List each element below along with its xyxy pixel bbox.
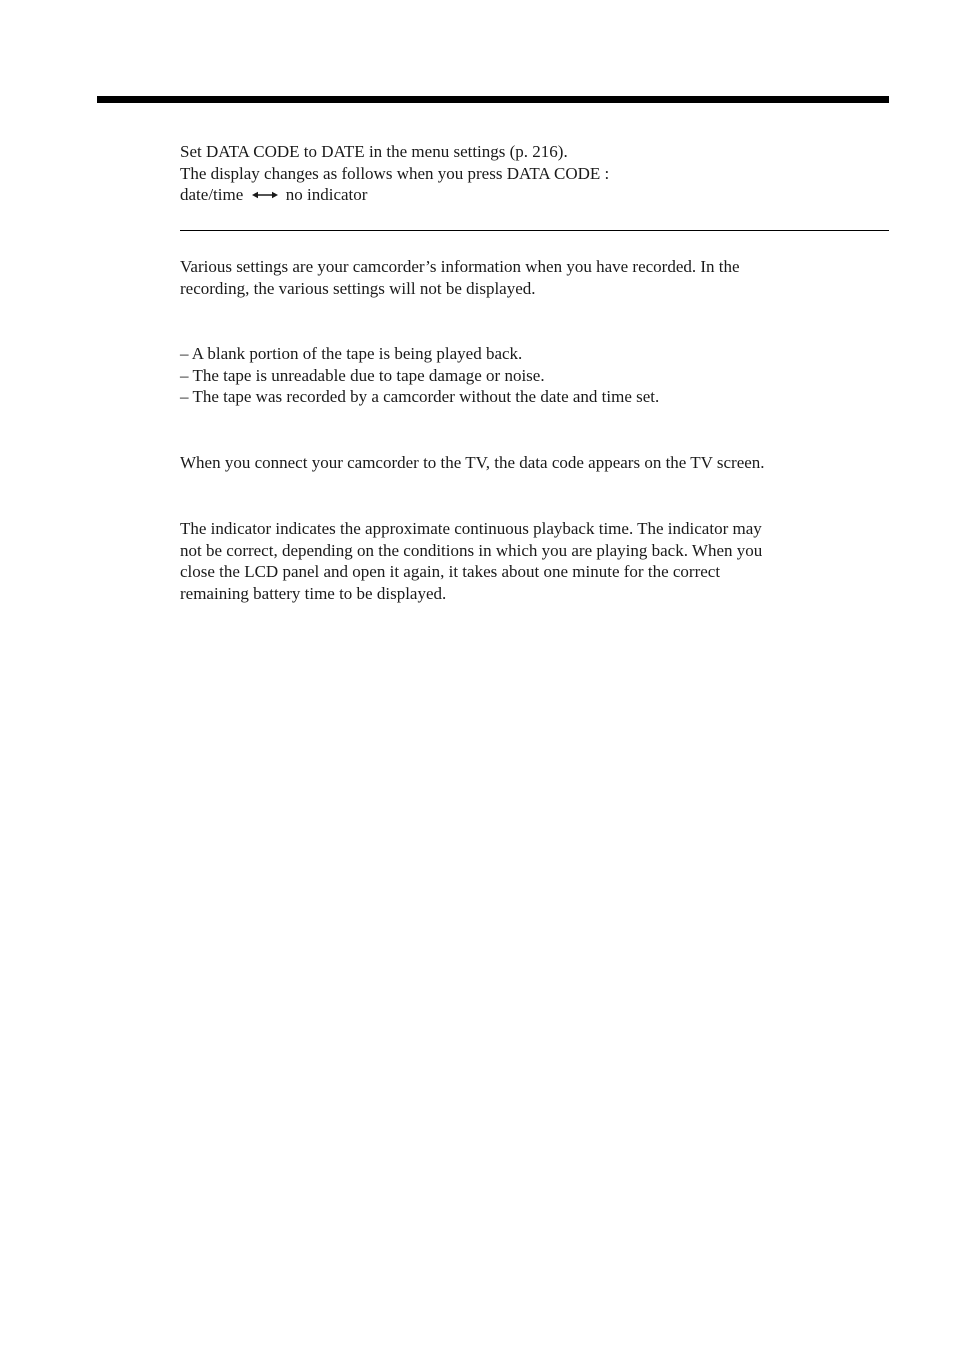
battery-indicator-paragraph (180, 518, 880, 604)
blank-display-cases-list (180, 343, 880, 408)
cycle-to-text: no indicator (285, 185, 368, 205)
top-rule (97, 96, 889, 103)
list-item: – A blank portion of the tape is being played back. (180, 344, 523, 363)
various-settings-paragraph (180, 256, 880, 299)
battery-indicator-line-2: not be correct, depending on the conditions in which you are playing back. When you (180, 540, 763, 560)
data-code-cycle-line (180, 184, 880, 206)
list-item: – The tape was recorded by a camcorder without the date and time set. (180, 387, 660, 407)
cycle-from-text: date/time (180, 185, 244, 205)
tv-connection-paragraph (180, 452, 880, 474)
various-settings-line-1: Various settings are your camcorder’s information when you have recorded. In the (180, 257, 740, 276)
various-settings-line-2: recording, the various settings will not be displayed. (180, 278, 536, 298)
battery-indicator-line-3: close the LCD panel and open it again, it takes about one minute for the correct (180, 562, 721, 582)
battery-indicator-line-4: remaining battery time to be displayed. (180, 583, 447, 603)
double-arrow-icon (252, 190, 278, 200)
data-code-setting-paragraph (180, 141, 880, 206)
list-item: – The tape is unreadable due to tape damage or noise. (180, 365, 545, 385)
section-divider (180, 230, 889, 231)
data-code-setting-line-2: The display changes as follows when you press DATA CODE : (180, 163, 610, 183)
battery-indicator-line-1: The indicator indicates the approximate continuous playback time. The indicator may (180, 519, 762, 538)
data-code-setting-line-1: Set DATA CODE to DATE in the menu settings (p. 216). (180, 142, 568, 161)
tv-connection-line-1: When you connect your camcorder to the TV, the data code appears on the TV screen. (180, 453, 765, 472)
